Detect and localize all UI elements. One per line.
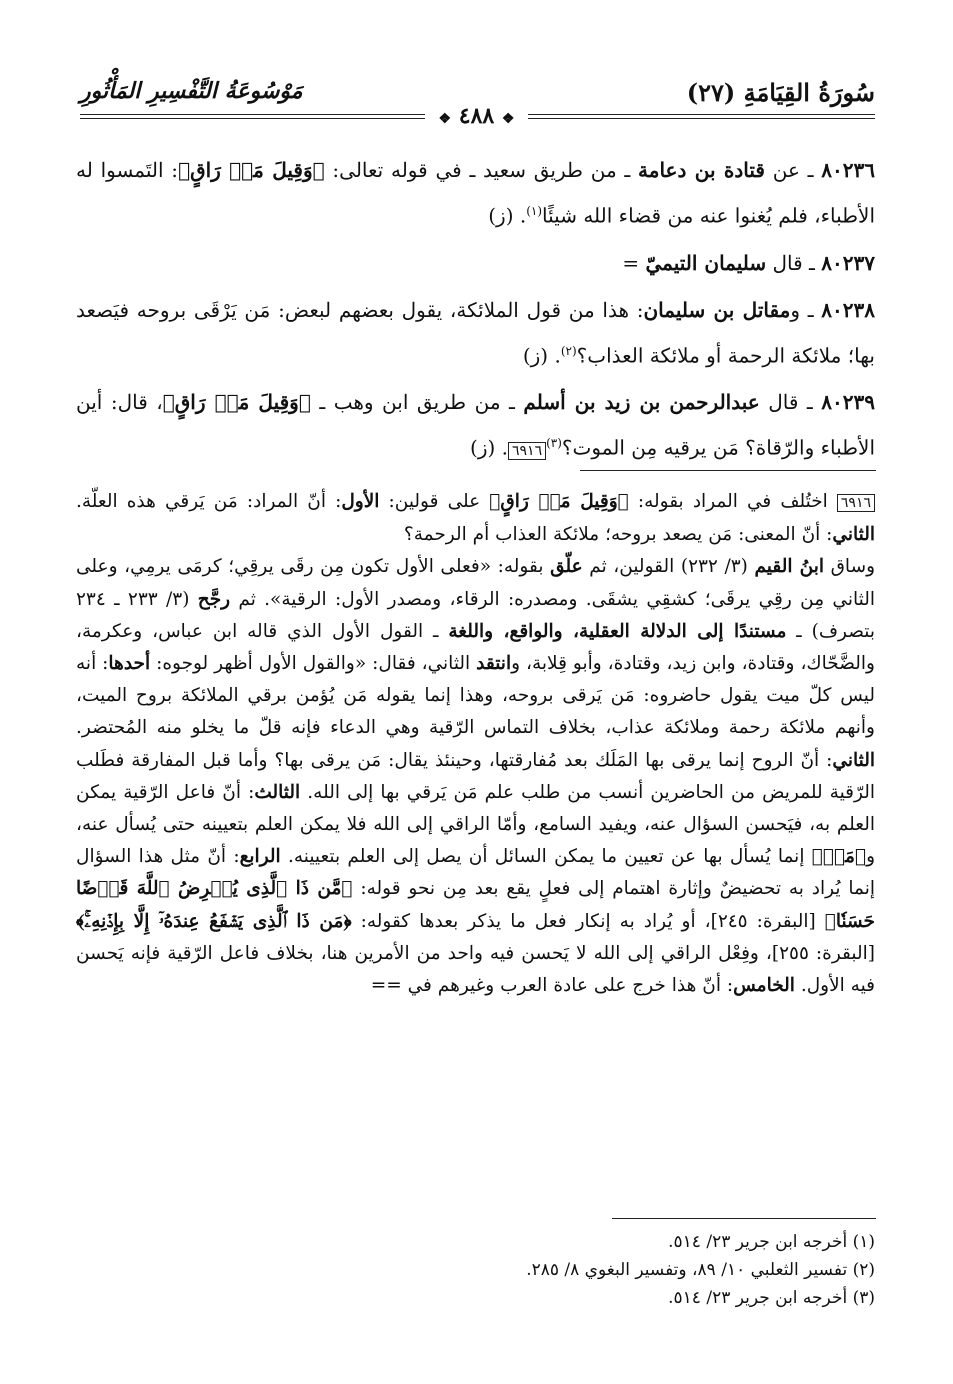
note-text: (٣/ ٢٣٣ ـ ٢٣٤ بتصرف) ـ (76, 588, 876, 642)
page-number-text: ٤٨٨ (458, 103, 495, 129)
quran-verse: ﴿مَن ذَا ٱلَّذِى يَشۡفَعُ عِندَهُۥٓ إِلَّا بِإِذۡنِهِۦۚ﴾ (76, 910, 352, 932)
entry-number: ٨٠٢٣٧ (821, 250, 875, 275)
footnote-1: (١) أخرجه ابن جرير ٢٣/ ٥١٤. (668, 1232, 875, 1252)
footnote-separator (612, 1218, 876, 1219)
note-bold: ابنُ القيم (754, 556, 824, 578)
note-text: (٣/ ٢٣٢) القولين، ثم (582, 556, 755, 578)
note-text: : أنّ مثل هذا السؤال إنما يُراد به تحضيضٌ وإثارة اهتمام إلى فعلٍ يقع بعد مِن نحو قوله: (76, 846, 875, 900)
note-number-box: ٦٩١٦ (837, 494, 875, 512)
commentary-note (76, 486, 875, 1002)
note-ref-box[interactable]: ٦٩١٦ (508, 442, 546, 460)
entry-text: = (622, 250, 646, 275)
entry-number: ٨٠٢٣٩ (821, 390, 875, 415)
note-bold: الثاني (832, 524, 875, 546)
note-bold: الرابع (239, 846, 281, 868)
note-text: [البقرة: ٢٤٥]، أو يُراد به إنكار فعل ما يذكر بعدها كقوله: (351, 910, 825, 932)
page-number (425, 103, 529, 129)
note-text: : أنّ الروح إنما يرقى بها المَلَك بعد مُفارقتها، وحينئذ يقال: مَن يرقى بها؟ وأما قبل المفارقة فطَلب الرّقية للمريض من الحاضرين أنسب من طلب علم مَن يَرقي بها إلى الله. (76, 749, 876, 803)
surah-title: سُورَةُ القِيَامَةِ (٢٧) (686, 78, 875, 107)
entry-80238 (76, 290, 875, 377)
quran-verse: ﴿وَقِيلَ مَنۜ رَاقٍ﴾ (178, 158, 325, 182)
note-text: : أنّ المراد: مَن يَرقي هذه العلّة. (76, 491, 342, 512)
note-text: الثاني، فقال: «والقول الأول أظهر لوجوه: (150, 653, 477, 675)
main-text (76, 150, 875, 478)
note-bold: رجَّح (197, 588, 231, 610)
note-text: بقوله: «فعلى الأول تكون مِن رقَى يرقِي؛ كرمَى يرمِي، وعلى الثاني مِن رقِي يرقَى؛ كشقِي يشقَى. ومصدره: الرقاء، ومصدر الأول: الرقية». ثم (76, 556, 875, 610)
note-text: : أنّ هذا خرج على عادة العرب وغيرهم في == (370, 975, 734, 997)
note-bold: الثاني (832, 749, 875, 771)
note-bold: الخامس (733, 975, 795, 997)
quran-verse: ﴿وَقِيلَ مَنۜ رَاقٍ﴾ (489, 491, 629, 512)
note-text: وساق (824, 556, 876, 578)
note-bold: مستندًا إلى الدلالة العقلية، والواقع، واللغة (448, 620, 787, 642)
narrator-name: سليمان التيميّ (645, 250, 767, 275)
entry-80239 (76, 382, 875, 472)
entry-text: ـ من طريق ابن وهب ـ (310, 390, 524, 415)
note-separator (580, 470, 876, 471)
note-text: [البقرة: ٢٥٥]، وفِعْل الراقي إلى الله لا يَحسن فيه واحد من الأمرين هنا، بخلاف فاعل الرّقية فإنه يَحسن فيه الأول. (76, 942, 875, 997)
book-title: مَوْسُوعَةُ التَّفْسِيرِ المَأْثُورِ (80, 78, 303, 104)
entry-dash: ـ قال (766, 250, 822, 275)
note-paragraph-2 (76, 551, 875, 1002)
narrator-name: مقاتل بن سليمان (643, 297, 791, 322)
entry-text: ـ من طريق سعيد ـ في قوله تعالى: (324, 158, 639, 182)
note-bold: انتقد (476, 653, 512, 675)
entry-text: : هذا من قول الملائكة، يقول بعضهم لبعض: مَن يَرْقَى بروحه فيَصعد بها؛ ملائكة الرحمة أو ملائكة العذاب؟ (76, 297, 875, 368)
note-text: اختُلف في المراد بقوله: (628, 491, 837, 512)
note-paragraph-1 (76, 486, 875, 551)
note-text: إنما يُسأل بها عن تعيين ما يمكن السائل أن يصل إلى العلم بتعيينه. (280, 846, 812, 868)
note-bold: الثالث (254, 781, 301, 803)
left-ornament-icon: ❖ (438, 111, 452, 127)
entry-end: . (ز) (488, 203, 527, 228)
narrator-name: عبدالرحمن بن زيد بن أسلم (523, 390, 760, 415)
narrator-name: قتادة بن دعامة (638, 158, 765, 182)
entry-number: ٨٠٢٣٨ (821, 297, 876, 322)
footnote-2: (٢) تفسير الثعلبي ١٠/ ٨٩، وتفسير البغوي ٨/ ٢٨٥. (526, 1260, 875, 1280)
entry-dash: ـ و (790, 297, 822, 322)
entry-number: ٨٠٢٣٦ (821, 158, 876, 182)
footnotes (76, 1228, 875, 1312)
footnote-ref[interactable]: (٣) (546, 436, 562, 451)
entry-end: . (ز) (470, 435, 509, 460)
entry-80237 (76, 243, 875, 284)
note-bold: علّق (550, 556, 583, 578)
footnote-3: (٣) أخرجه ابن جرير ٢٣/ ٥١٤. (668, 1288, 875, 1308)
note-bold: الأول (341, 491, 380, 512)
footnote-ref[interactable]: (٢) (560, 343, 577, 358)
note-text: : أنه ليس كلّ ميت يقول حاضروه: مَن يَرقى بروحه، وهذا إنما يقوله مَن يُؤمن برقي الملائكة بروح الميت، وأنهم ملائكة رحمة وملائكة عذاب، بخلاف التماس الرّقية وهي الدعاء فإنه قلّ ما يخلو منه المُحتضر. (76, 653, 875, 739)
entry-end: . (ز) (522, 343, 561, 368)
quran-verse: ﴿مَّن ذَا ٱلَّذِى يُقۡرِضُ ٱللَّهَ قَرۡضًا حَسَنٗا﴾ (76, 878, 875, 932)
entry-dash: ـ قال (759, 390, 822, 415)
note-text: : أنّ فاعل الرّقية يمكن العلم به، فيَحسن السؤال عنه، ويفيد السامع، وأمّا الراقي إلى الله فلا يمكن العلم بتعيينه حتى يُسأل عنه، و (76, 781, 876, 868)
note-text: على قولين: (379, 491, 490, 512)
footnote-ref[interactable]: (١) (526, 204, 543, 218)
entry-text-2: ، قال: أين الأطباء والرّقاة؟ مَن يرقيه مِن الموت؟ (76, 390, 875, 460)
right-ornament-icon: ❖ (501, 111, 515, 127)
entry-80236 (76, 150, 875, 237)
note-bold: أحدها (108, 653, 151, 675)
quran-verse: ﴿وَقِيلَ مَنۜ رَاقٍ﴾ (162, 390, 311, 415)
note-text: : أنّ المعنى: مَن يصعد بروحه؛ ملائكة العذاب أم الرحمة؟ (403, 524, 833, 546)
note-text: ـ القول الأول الذي قاله ابن عباس، وعكرمة، والضَّحّاك، وقتادة، وابن زيد، وقتادة، وأبو قِلابة، و (76, 620, 875, 675)
entry-text-2: : التَمسوا له الأطباء، فلم يُغنوا عنه من قضاء الله شيئًا (76, 158, 875, 228)
page-number-wrap (0, 103, 953, 129)
entry-dash: ـ عن (765, 158, 822, 182)
quran-word: ﴿مَنۜ﴾ (811, 846, 867, 868)
